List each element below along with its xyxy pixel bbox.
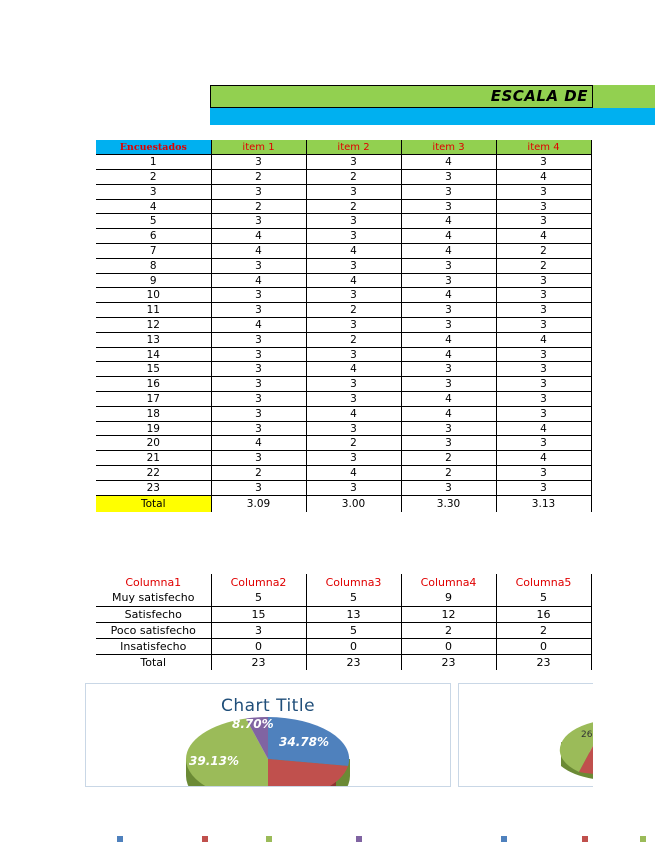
header-columna1[interactable]: Columna1 xyxy=(125,575,182,589)
summary-category[interactable]: Total xyxy=(140,655,167,669)
respondent-cell[interactable]: 22 xyxy=(96,466,211,481)
survey-table-header xyxy=(96,140,591,155)
item-4-cell[interactable]: 3 xyxy=(496,392,591,407)
table-row xyxy=(96,273,591,288)
item-1-cell[interactable]: 3 xyxy=(211,451,306,466)
item-4-cell[interactable]: 3 xyxy=(496,466,591,481)
respondent-cell[interactable]: 10 xyxy=(96,288,211,303)
respondent-cell[interactable]: 20 xyxy=(96,436,211,451)
pie2-label: 26 xyxy=(581,730,593,740)
table-row xyxy=(96,406,591,421)
survey-table xyxy=(96,140,592,512)
item-4-cell[interactable]: 3 xyxy=(496,303,591,318)
respondent-cell[interactable]: 21 xyxy=(96,451,211,466)
summary-row xyxy=(96,638,591,654)
summary-row xyxy=(96,606,591,622)
item-2-cell[interactable]: 3 xyxy=(306,347,401,362)
summary-category[interactable]: Poco satisfecho xyxy=(96,622,211,638)
item-1-cell[interactable]: 4 xyxy=(211,318,306,333)
item-3-cell[interactable]: 4 xyxy=(401,214,496,229)
legend2-marker-red xyxy=(582,836,588,842)
respondent-cell[interactable]: 9 xyxy=(96,273,211,288)
summary-value[interactable]: 2 xyxy=(496,622,591,638)
table-row xyxy=(96,362,591,377)
summary-value[interactable]: 2 xyxy=(401,622,496,638)
item-2-cell[interactable]: 2 xyxy=(306,436,401,451)
item-1-cell[interactable]: 3 xyxy=(211,303,306,318)
item-1-cell[interactable]: 3 xyxy=(211,184,306,199)
summary-value[interactable]: 23 xyxy=(211,654,306,670)
table-row xyxy=(96,303,591,318)
item-2-cell[interactable]: 4 xyxy=(306,273,401,288)
table-row xyxy=(96,480,591,495)
table-row xyxy=(96,421,591,436)
sheet-title: ESCALA DE xyxy=(490,87,588,105)
header-columna5[interactable]: Columna5 xyxy=(496,574,591,590)
item-2-cell[interactable]: 3 xyxy=(306,480,401,495)
respondent-cell[interactable]: 5 xyxy=(96,214,211,229)
table-row xyxy=(96,392,591,407)
item-1-cell[interactable]: 3 xyxy=(211,392,306,407)
item-4-cell[interactable]: 4 xyxy=(496,421,591,436)
header-columna3[interactable]: Columna3 xyxy=(306,574,401,590)
pie-chart-2[interactable] xyxy=(458,683,593,787)
item-2-cell[interactable]: 2 xyxy=(306,332,401,347)
legend2-marker-blue xyxy=(501,836,507,842)
item-2-cell[interactable]: 3 xyxy=(306,377,401,392)
item-3-cell[interactable]: 4 xyxy=(401,347,496,362)
pie-label-blue: 34.78% xyxy=(279,735,329,749)
summary-value[interactable]: 15 xyxy=(211,606,306,622)
item-4-cell[interactable]: 4 xyxy=(496,229,591,244)
item-1-cell[interactable]: 3 xyxy=(211,258,306,273)
pie-label-green: 39.13% xyxy=(189,754,239,768)
item-4-cell[interactable]: 2 xyxy=(496,244,591,259)
header-item-3[interactable]: item 3 xyxy=(401,140,496,155)
item-4-cell[interactable]: 3 xyxy=(496,214,591,229)
table-row xyxy=(96,318,591,333)
item-3-cell[interactable]: 3 xyxy=(401,421,496,436)
summary-row xyxy=(96,622,591,638)
item-1-cell[interactable]: 2 xyxy=(211,466,306,481)
item-3-cell[interactable]: 3 xyxy=(401,184,496,199)
item-1-cell[interactable]: 3 xyxy=(211,362,306,377)
pie-chart-1-graphic xyxy=(86,684,451,787)
summary-row xyxy=(96,590,591,606)
item-3-cell[interactable]: 3 xyxy=(401,436,496,451)
respondent-cell[interactable]: 7 xyxy=(96,244,211,259)
item-4-cell[interactable]: 3 xyxy=(496,436,591,451)
table-row xyxy=(96,436,591,451)
item-3-cell[interactable]: 3 xyxy=(401,303,496,318)
item-4-cell[interactable]: 2 xyxy=(496,258,591,273)
item-1-cell[interactable]: 3 xyxy=(211,377,306,392)
item-1-cell[interactable]: 3 xyxy=(211,288,306,303)
item-4-cell[interactable]: 3 xyxy=(496,273,591,288)
item-2-cell[interactable]: 3 xyxy=(306,229,401,244)
item-3-cell[interactable]: 2 xyxy=(401,466,496,481)
table-row xyxy=(96,377,591,392)
summary-value[interactable]: 5 xyxy=(306,590,401,606)
item-4-cell[interactable]: 3 xyxy=(496,199,591,214)
item-4-cell[interactable]: 4 xyxy=(496,170,591,185)
item-4-cell[interactable]: 3 xyxy=(496,288,591,303)
item-3-cell[interactable]: 3 xyxy=(401,362,496,377)
respondent-cell[interactable]: 6 xyxy=(96,229,211,244)
respondent-cell[interactable]: 16 xyxy=(96,377,211,392)
summary-category[interactable]: Muy satisfecho xyxy=(96,590,211,606)
item-3-cell[interactable]: 4 xyxy=(401,332,496,347)
item-1-cell[interactable]: 3 xyxy=(211,480,306,495)
summary-value[interactable]: 0 xyxy=(211,638,306,654)
subtitle-bar-extension xyxy=(593,108,655,125)
item-3-cell[interactable]: 4 xyxy=(401,288,496,303)
title-bar-extension xyxy=(593,85,655,108)
item-2-cell[interactable]: 2 xyxy=(306,170,401,185)
item-2-cell[interactable]: 4 xyxy=(306,362,401,377)
title-bar xyxy=(210,85,593,108)
item-3-cell[interactable]: 4 xyxy=(401,229,496,244)
item-2-cell[interactable]: 4 xyxy=(306,244,401,259)
summary-table xyxy=(96,574,592,670)
item-3-cell[interactable]: 4 xyxy=(401,406,496,421)
item-4-cell[interactable]: 3 xyxy=(496,406,591,421)
item-4-cell[interactable]: 4 xyxy=(496,332,591,347)
item-4-cell[interactable]: 3 xyxy=(496,184,591,199)
header-item-2[interactable]: item 2 xyxy=(306,140,401,155)
summary-value[interactable]: 23 xyxy=(401,654,496,670)
item-2-cell[interactable]: 4 xyxy=(306,406,401,421)
item-1-cell[interactable]: 4 xyxy=(211,273,306,288)
summary-row xyxy=(96,654,591,670)
legend-marker-green xyxy=(266,836,272,842)
table-row xyxy=(96,451,591,466)
summary-value[interactable]: 0 xyxy=(401,638,496,654)
respondent-cell[interactable]: 8 xyxy=(96,258,211,273)
respondent-cell[interactable]: 11 xyxy=(96,303,211,318)
header-item-1[interactable]: item 1 xyxy=(211,140,306,155)
table-row xyxy=(96,244,591,259)
summary-value[interactable]: 16 xyxy=(496,606,591,622)
table-row xyxy=(96,229,591,244)
item-2-cell[interactable]: 3 xyxy=(306,184,401,199)
item-1-cell[interactable]: 4 xyxy=(211,229,306,244)
table-row xyxy=(96,184,591,199)
summary-table-header xyxy=(96,574,591,590)
item-1-cell[interactable]: 3 xyxy=(211,421,306,436)
respondent-cell[interactable]: 4 xyxy=(96,199,211,214)
item-1-cell[interactable]: 3 xyxy=(211,155,306,170)
pie-chart-2-graphic xyxy=(459,684,593,787)
item-3-cell[interactable]: 3 xyxy=(401,273,496,288)
legend-marker-red xyxy=(202,836,208,842)
legend-marker-blue xyxy=(117,836,123,842)
item-1-cell[interactable]: 3 xyxy=(211,332,306,347)
table-row xyxy=(96,347,591,362)
item-3-cell[interactable]: 4 xyxy=(401,244,496,259)
item-2-cell[interactable]: 4 xyxy=(306,466,401,481)
item-1-cell[interactable]: 2 xyxy=(211,199,306,214)
respondent-cell[interactable]: 23 xyxy=(96,480,211,495)
respondent-cell[interactable]: 14 xyxy=(96,347,211,362)
table-row xyxy=(96,332,591,347)
item-1-cell[interactable]: 3 xyxy=(211,406,306,421)
item-2-cell[interactable]: 2 xyxy=(306,199,401,214)
table-row xyxy=(96,466,591,481)
total-item-1[interactable]: 3.09 xyxy=(211,495,306,512)
item-3-cell[interactable]: 3 xyxy=(401,377,496,392)
table-row xyxy=(96,170,591,185)
item-3-cell[interactable]: 3 xyxy=(401,199,496,214)
item-3-cell[interactable]: 3 xyxy=(401,258,496,273)
item-2-cell[interactable]: 3 xyxy=(306,421,401,436)
summary-value[interactable]: 9 xyxy=(401,590,496,606)
item-4-cell[interactable]: 3 xyxy=(496,318,591,333)
item-2-cell[interactable]: 3 xyxy=(306,155,401,170)
item-2-cell[interactable]: 3 xyxy=(306,451,401,466)
total-item-3[interactable]: 3.30 xyxy=(401,495,496,512)
header-item-4[interactable]: item 4 xyxy=(496,140,591,155)
legend-marker-purple xyxy=(356,836,362,842)
table-row xyxy=(96,258,591,273)
item-1-cell[interactable]: 3 xyxy=(211,214,306,229)
summary-value[interactable]: 3 xyxy=(211,622,306,638)
respondent-cell[interactable]: 1 xyxy=(96,155,211,170)
table-row xyxy=(96,199,591,214)
item-3-cell[interactable]: 3 xyxy=(401,170,496,185)
item-1-cell[interactable]: 3 xyxy=(211,347,306,362)
summary-category[interactable]: Satisfecho xyxy=(96,606,211,622)
item-2-cell[interactable]: 3 xyxy=(306,288,401,303)
summary-value[interactable]: 23 xyxy=(306,654,401,670)
table-row xyxy=(96,155,591,170)
item-4-cell[interactable]: 3 xyxy=(496,155,591,170)
summary-value[interactable]: 23 xyxy=(496,654,591,670)
respondent-cell[interactable]: 17 xyxy=(96,392,211,407)
respondent-cell[interactable]: 15 xyxy=(96,362,211,377)
item-3-cell[interactable]: 2 xyxy=(401,451,496,466)
summary-category[interactable]: Insatisfecho xyxy=(96,638,211,654)
item-3-cell[interactable]: 4 xyxy=(401,155,496,170)
table-row xyxy=(96,214,591,229)
respondent-cell[interactable]: 2 xyxy=(96,170,211,185)
respondent-cell[interactable]: 19 xyxy=(96,421,211,436)
item-4-cell[interactable]: 3 xyxy=(496,362,591,377)
header-encuestados[interactable]: Encuestados xyxy=(96,140,211,155)
header-columna2[interactable]: Columna2 xyxy=(211,574,306,590)
pie-chart-1[interactable] xyxy=(85,683,451,787)
item-4-cell[interactable]: 3 xyxy=(496,347,591,362)
summary-value[interactable]: 5 xyxy=(496,590,591,606)
item-1-cell[interactable]: 4 xyxy=(211,244,306,259)
summary-value[interactable]: 5 xyxy=(306,622,401,638)
item-4-cell[interactable]: 3 xyxy=(496,377,591,392)
item-2-cell[interactable]: 2 xyxy=(306,303,401,318)
total-row xyxy=(96,495,591,512)
total-item-2[interactable]: 3.00 xyxy=(306,495,401,512)
pie-label-purple: 8.70% xyxy=(232,717,274,731)
summary-value[interactable]: 5 xyxy=(211,590,306,606)
item-1-cell[interactable]: 2 xyxy=(211,170,306,185)
chart-title[interactable]: Chart Title xyxy=(220,696,316,716)
item-3-cell[interactable]: 3 xyxy=(401,480,496,495)
respondent-cell[interactable]: 3 xyxy=(96,184,211,199)
summary-value[interactable]: 0 xyxy=(306,638,401,654)
table-row xyxy=(96,288,591,303)
header-columna4[interactable]: Columna4 xyxy=(401,574,496,590)
summary-value[interactable]: 0 xyxy=(496,638,591,654)
item-3-cell[interactable]: 4 xyxy=(401,392,496,407)
item-3-cell[interactable]: 3 xyxy=(401,318,496,333)
item-2-cell[interactable]: 3 xyxy=(306,318,401,333)
item-4-cell[interactable]: 3 xyxy=(496,480,591,495)
respondent-cell[interactable]: 18 xyxy=(96,406,211,421)
total-label[interactable]: Total xyxy=(96,495,211,512)
respondent-cell[interactable]: 12 xyxy=(96,318,211,333)
item-2-cell[interactable]: 3 xyxy=(306,214,401,229)
summary-value[interactable]: 12 xyxy=(401,606,496,622)
item-2-cell[interactable]: 3 xyxy=(306,392,401,407)
subtitle-bar xyxy=(210,108,593,125)
item-4-cell[interactable]: 4 xyxy=(496,451,591,466)
respondent-cell[interactable]: 13 xyxy=(96,332,211,347)
summary-value[interactable]: 13 xyxy=(306,606,401,622)
item-1-cell[interactable]: 4 xyxy=(211,436,306,451)
item-2-cell[interactable]: 3 xyxy=(306,258,401,273)
legend2-marker-green xyxy=(640,836,646,842)
total-item-4[interactable]: 3.13 xyxy=(496,495,591,512)
